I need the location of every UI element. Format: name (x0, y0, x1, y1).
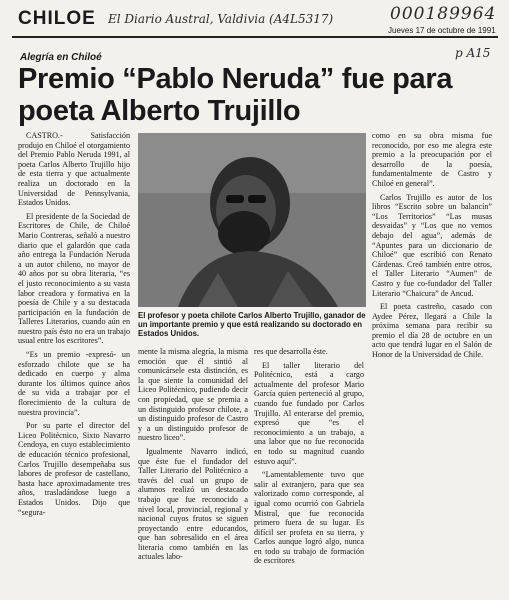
article-headline: Premio “Pablo Neruda” fue para poeta Alberto Trujillo (18, 63, 453, 127)
paragraph: “Lamentablemente tuvo que salir al extranjero, para que sea valorizado como corresponde, al igual como ocurrió con Gabriela Mistral, que fue reconocida primero fuera de su lugar. Es difícil ser profeta en su tierra, y Carlos aunque logró algo, nunca en todo su trabajo de formación de escritores (254, 470, 364, 566)
article-column-4 (372, 131, 492, 597)
article-column-1 (18, 131, 130, 597)
photo-caption: El profesor y poeta chilote Carlos Alberto Trujillo, ganador de un importante premio y que está realizando su doctorado en Estados Unidos. (138, 311, 366, 338)
paragraph: El taller literario del Politécnico, está a cargo actualmente del profesor Mario García quien perteneció al grupo, cuando fue fundado por Carlos Trujillo. Al enterarse del premio, expresó que “es el reconocimiento a un trabajo, a una labor que no fue reconocida en todo su magnitud cuando estuvo aquí”. (254, 360, 364, 466)
handwritten-id: 000189964 (390, 4, 497, 24)
article-column-3 (254, 347, 364, 597)
header-rule (12, 36, 498, 38)
paragraph: Carlos Trujillo es autor de los libros “Escrito sobre un balancín” “Los Territorios” “Las musas desvaidas” y “Los que no vemos debajo del agua”, además de “Apuntes para un diccionario de Chiloé” que escribió con Renato Cárdenas. Creó también entre otros, el Taller Literario “Aumen” de Castro y fue co-fundador del Taller Literario “Chaicura” de Ancud. (372, 192, 492, 298)
paragraph: Por su parte el director del Liceo Politécnico, Sixto Navarro Cendoya, en cuyo establecimiento de educación técnico profesional, Carlos Trujillo desempeñaba sus labores de profesor de castellano, hasta hace aproximadamente tres años, trasladándose luego a Estados Unidos. Dijo que “segura- (18, 421, 130, 517)
handwritten-code: (A4L5317) (269, 12, 334, 26)
paragraph: “Es un premio -expresó- un esforzado chilote que se ha dedicado en cuerpo y alma durante los últimos quince años de su vida a trabajar por el florecimiento de la cultura de nuestra provincia”. (18, 350, 130, 417)
section-title: CHILOE (18, 8, 96, 29)
article-column-2 (138, 347, 248, 597)
handwritten-source-note (108, 12, 333, 26)
handwritten-source: El Diario Austral, Valdivia (108, 12, 266, 26)
poet-portrait-image (138, 133, 366, 307)
paragraph: El poeta castreño, casado con Aydee Pérez, llegará a Chile la próxima semana para recibir su premio el día 28 de octubre en un acto que tendrá lugar en el Salón de Honor de la Universidad de Chile. (372, 302, 492, 360)
paragraph: Igualmente Navarro indicó, que éste fue el fundador del Taller Literario del Politécnico a través del cual un grupo de alumnos realizó un destacado trabajo que fue reconocido a nivel local, provincial, regional y nacional cuyos frutos se siguen proyectando entre educandos, que han sobresalido en el área literaria como también en las actuales labo- (138, 446, 248, 562)
article-kicker: Alegría en Chiloé (20, 52, 102, 63)
paragraph: CASTRO.- Satisfacción produjo en Chiloé el otorgamiento del Premio Pablo Neruda 1991, al poeta Carlos Alberto Trujillo hijo de esta tierra y que actualmente realiza un doctorado en la Universidad de Pennsylvania, Estados Unidos. (18, 131, 130, 208)
paragraph: res que desarrolla éste. (254, 347, 328, 356)
paragraph: como en su obra misma fue reconocido, por eso me alegra este premio a la preocupación por el desarrollo de la poesía, fundamentalmente de Castro y Chiloé en general”. (372, 131, 492, 188)
poet-photo (138, 133, 366, 307)
issue-date: Jueves 17 de octubre de 1991 (388, 26, 496, 35)
paragraph: mente la misma alegría, la misma emoción que él sintió al comunicársele esta distinción, es la que siente la comunidad del Liceo Politécnico, pudiendo decir con propiedad, que se premia a un distinguido profesor chilote, a un distinguido profesor de Castro y a un distinguido profesor de nuestro liceo”. (138, 347, 248, 443)
paragraph: El presidente de la Sociedad de Escritores de Chile, de Chiloé Mario Contreras, señaló a nuestro diario que el galardón que cada año entrega la Fundación Neruda a un autor chileno, no mayor de 40 años por su obra literaria, “es el justo reconocimiento a su vasta labor creadora y formativa en la poesía de Chile y a su destacada participación en la fundación de Talleres Literarios, cuando aún en nuestro país ésto no era un trabajo usual entre los escritores”. (18, 211, 130, 346)
page-mark: p A15 (455, 46, 491, 60)
